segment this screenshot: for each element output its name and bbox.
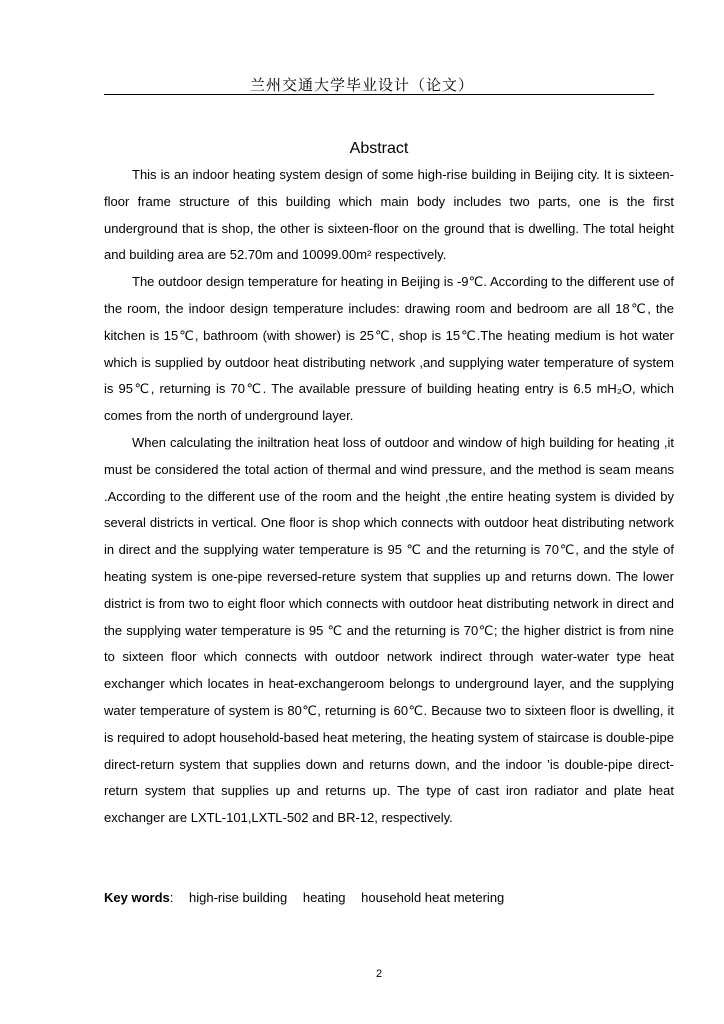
abstract-body <box>104 162 674 832</box>
keyword-item: household heat metering <box>361 890 505 905</box>
keywords-label: Key words <box>104 890 170 905</box>
page-number: 2 <box>375 968 383 980</box>
abstract-paragraph-2: The outdoor design temperature for heating in Beijing is -9℃. According to the different use of the room, the indoor design temperature includes: drawing room and bedroom are all 18℃, the kitchen is 15℃, bathroom (with shower) is 25℃, shop is 15℃.The heating medium is hot water which is supplied by outdoor heat distributing network ,and supplying water temperature of system is 95℃, returning is 70℃. The available pressure of building heating entry is 6.5 mH₂O, which comes from the north of underground layer. <box>104 274 674 424</box>
keywords-line <box>104 890 504 905</box>
keyword-item: heating <box>302 890 346 905</box>
abstract-paragraph-3: When calculating the iniltration heat loss of outdoor and window of high building for heating ,it must be considered the total action of thermal and wind pressure, and the method is seam means .According to the different use of the room and the height ,the entire heating system is divided by several districts in vertical. One floor is shop which connects with outdoor heat distributing network in direct and the supplying water temperature is 95 ℃ and the returning is 70℃, and the style of heating system is one-pipe reversed-reture system that supplies up and returns down. The lower district is from two to eight floor which connects with outdoor heat distributing network in direct and the supplying water temperature is 95 ℃ and the returning is 70℃; the higher district is from nine to sixteen floor which connects with outdoor network indirect through water-water type heat exchanger which locates in heat-exchangeroom belongs to underground layer, and the supplying water temperature of system is 80℃, returning is 60℃. Because two to sixteen floor is dwelling, it is required to adopt household-based heat metering, the heating system of staircase is double-pipe direct-return system that supplies down and returns down, and the indoor ’is double-pipe direct-return system that supplies up and returns up. The type of cast iron radiator and plate heat exchanger are LXTL-101,LXTL-502 and BR-12, respectively. <box>104 434 674 826</box>
keyword-item: high-rise building <box>188 890 288 905</box>
abstract-title: Abstract <box>349 140 409 157</box>
keywords-separator: : <box>169 890 177 905</box>
page-header-title: 兰州交通大学毕业设计（论文） <box>249 76 474 94</box>
abstract-paragraph-1: This is an indoor heating system design of some high-rise building in Beijing city. It is sixteen-floor frame structure of this building which main body includes two parts, one is the first underground that is shop, the other is sixteen-floor on the ground that is dwelling. The total height and building area are 52.70m and 10099.00m² respectively. <box>104 167 674 263</box>
header-rule <box>104 94 654 95</box>
